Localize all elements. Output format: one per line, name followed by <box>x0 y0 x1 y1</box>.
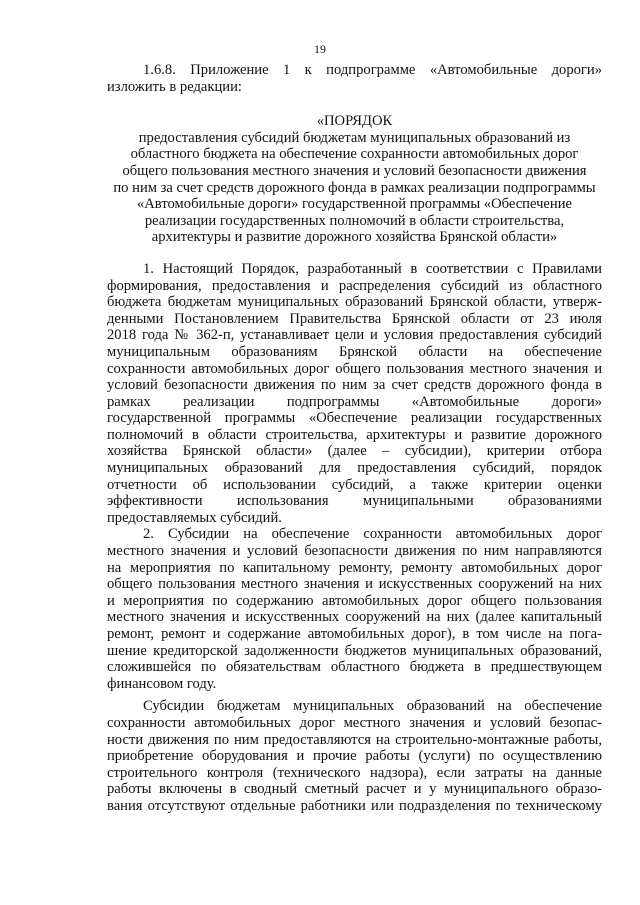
text-line: Субсидии бюджетам муниципальных образований на обеспечение <box>143 698 602 715</box>
text-line: ремонт, ремонт и содержание автомобильных дорог), в том числе на пога- <box>107 626 602 642</box>
heading-line: «Автомобильные дороги» государственной программы «Обеспечение <box>136 196 573 213</box>
text-line: местного значения и искусственных сооружений на них (далее капитальный <box>107 609 602 626</box>
heading-line: по ним за счет средств дорожного фонда в рамках реализации подпрограммы <box>113 179 596 196</box>
text-line: сложившейся по обязательствам областного бюджета в предшествующем <box>107 659 602 676</box>
text-line: денными Постановлением Правительства Брянской области от 23 июля <box>107 310 602 327</box>
text-line: и мероприятия по содержанию автомобильных дорог общего пользования <box>107 592 602 609</box>
text-line: предоставляемых субсидий. <box>107 509 282 526</box>
paragraph-2 <box>107 526 602 692</box>
heading-title: «ПОРЯДОК <box>316 113 393 130</box>
text-line: на мероприятия по капитальному ремонту, ремонту автомобильных дорог <box>107 559 602 576</box>
text-line: ности движения по ним предоставляются на строительно-монтажные работы, <box>107 731 602 748</box>
text-line: сохранности автомобильных дорог местного значения и условий безопас- <box>107 714 602 731</box>
text-line: строительного контроля (технического надзора), если затраты на данные <box>107 764 602 781</box>
text-line: вания отсутствуют отдельные работники или подразделения по техническому <box>107 797 602 814</box>
text-line: приобретение оборудования и прочие работы (услуги) по осуществлению <box>107 748 602 765</box>
text-line: местного значения и условий безопасности движения по ним направляются <box>107 543 602 560</box>
heading-line: общего пользования местного значения и условий безопасности движения <box>122 162 587 179</box>
heading-line: предоставления субсидий бюджетам муниципальных образований из <box>138 129 571 146</box>
text-line: полномочий в области строительства, архитектуры и развитие дорожного <box>107 426 602 443</box>
text-line: рамках реализации подпрограммы «Автомобильные дороги» <box>107 393 602 410</box>
text-line: государственной программы «Обеспечение реализации государственных <box>107 410 602 427</box>
heading-line: областного бюджета на обеспечение сохранности автомобильных дорог <box>130 146 579 163</box>
text-line: формирования, предоставления и распределения субсидий из областного <box>107 277 602 294</box>
text-line: 1.6.8. Приложение 1 к подпрограмме «Автомобильные дороги» <box>143 62 602 78</box>
text-line: финансовом году. <box>107 675 217 692</box>
text-line: сохранности автомобильных дорог общего пользования местного значения и <box>107 360 602 377</box>
heading-block <box>107 113 602 246</box>
text-line: 2018 года № 362-п, устанавливает цели и условия предоставления субсидий <box>107 327 602 344</box>
text-line: условий безопасности движения по ним за счет средств дорожного фонда в <box>107 377 602 394</box>
document-body <box>107 62 602 815</box>
heading-line: архитектуры и развитие дорожного хозяйства Брянской области» <box>151 229 558 246</box>
text-line: изложить в редакции: <box>107 78 242 95</box>
text-line: 1. Настоящий Порядок, разработанный в соответствии с Правилами <box>143 260 602 277</box>
text-line: 2. Субсидии на обеспечение сохранности автомобильных дорог <box>143 526 602 543</box>
text-line: бюджета бюджетам муниципальных образований Брянской области, утверж- <box>107 294 602 311</box>
paragraph-1 <box>107 261 602 527</box>
text-line: шение кредиторской задолженности бюджетов муниципальных образований, <box>107 642 602 659</box>
paragraph-3 <box>107 698 602 814</box>
intro-paragraph <box>107 62 602 95</box>
heading-line: реализации государственных полномочий в области строительства, <box>144 212 565 229</box>
text-line: хозяйства Брянской области» (далее – субсидии), критерии отбора <box>107 443 602 460</box>
page-number: 19 <box>314 42 326 56</box>
text-line: отчетности об использовании субсидий, а также критерии оценки <box>107 476 602 493</box>
text-line: работы включены в сводный сметный расчет и у муниципального образо- <box>107 781 602 798</box>
text-line: муниципальных образований для предоставления субсидий, порядок <box>107 460 602 477</box>
text-line: муниципальным образованиям Брянской области на обеспечение <box>107 343 602 360</box>
text-line: общего пользования местного значения и искусственных сооружений на них <box>107 576 602 593</box>
text-line: эффективности использования муниципальными образованиями <box>107 493 602 510</box>
